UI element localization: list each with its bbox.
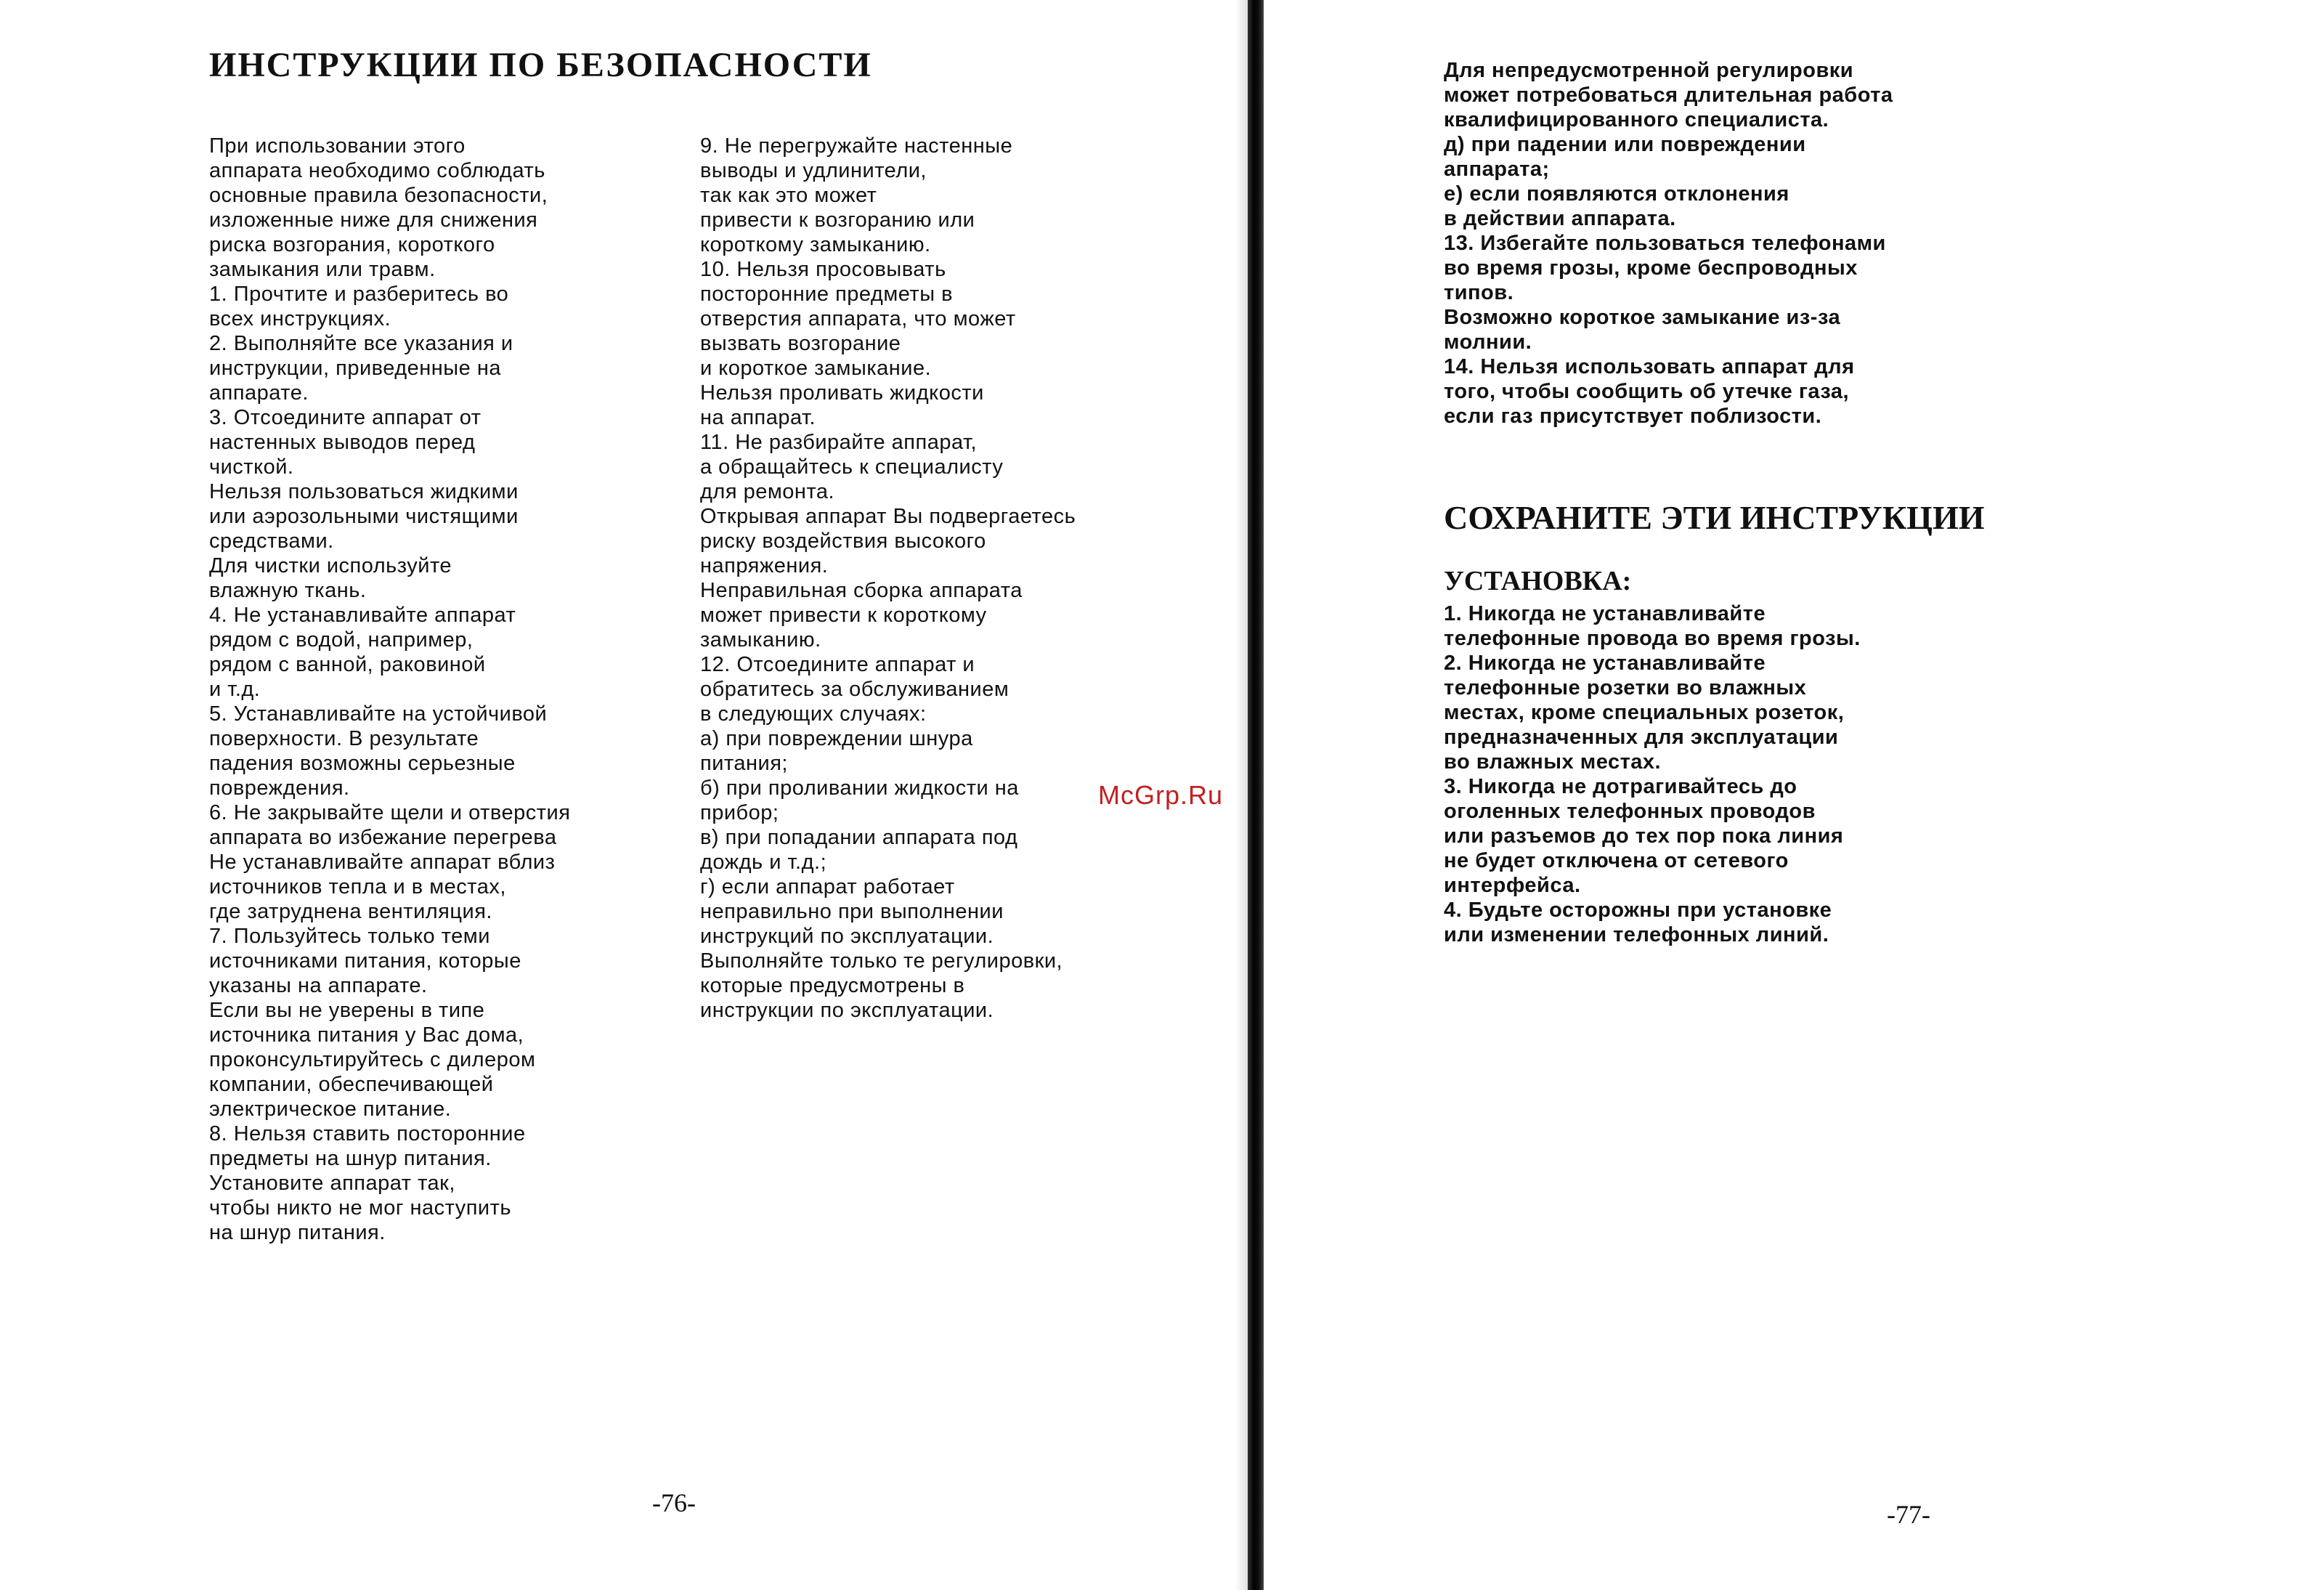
page-number-right: -77- — [1887, 1500, 1930, 1529]
watermark: McGrp.Ru — [1098, 780, 1224, 810]
installation-heading: УСТАНОВКА: — [1444, 566, 1632, 596]
safety-column-2: 9. Не перегружайте настенные выводы и удлинители, так как это может привести к возгоранию или короткому замыканию. 10. Нельзя просовывать посторонние предметы в отверстия аппарата, что может вызвать возгорание и короткое замыкание. Нельзя проливать жидкости на аппарат. 11. Не разбирайте аппарат, а обращайтесь к специалисту для ремонта. Открывая аппарат Вы подвергаетесь риску воздействия высокого напряжения. Неправильная сборка аппарата может привести к короткому замыканию. 12. Отсоедините аппарат и обратитесь за обслуживанием в следующих случаях: а) при повреждении шнура питания; б) при проливании жидкости на прибор; в) при попадании аппарата под дождь и т.д.; г) если аппарат работает неправильно при выполнении инструкций по эксплуатации. Выполняйте только те регулировки, которые предусмотрены в инструкции по эксплуатации. — [700, 134, 1076, 1022]
installation-text: 1. Никогда не устанавливайте телефонные провода во время грозы. 2. Никогда не устанавливайте телефонные розетки во влажных местах, кроме специальных розеток, предназначенных для эксплуатации во влажных местах. 3. Никогда не дотрагивайтесь до оголенных телефонных проводов или разъемов до тех пор пока линия не будет отключена от сетевого интерфейса. 4. Будьте осторожны при установке или изменении телефонных линий. — [1444, 602, 1861, 946]
gutter-shadow — [1235, 0, 1248, 1590]
page-title: ИНСТРУКЦИИ ПО БЕЗОПАСНОСТИ — [209, 46, 872, 84]
safety-continuation: Для непредусмотренной регулировки может потребоваться длительная работа квалифицированного специалиста. д) при падении или повреждении аппарата; е) если появляются отклонения в действии аппарата. 13. Избегайте пользоваться телефонами во время грозы, кроме беспроводных типов. Возможно короткое замыкание из-за молнии. 14. Нельзя использовать аппарат для того, чтобы сообщить об утечке газа, если газ присутствует поблизости. — [1444, 59, 1893, 428]
page-number-left: -76- — [652, 1488, 696, 1517]
book-gutter — [1248, 0, 1264, 1590]
safety-column-1: При использовании этого аппарата необходимо соблюдать основные правила безопасности, изложенные ниже для снижения риска возгорания, короткого замыкания или травм. 1. Прочтите и разберитесь во всех инструкциях. 2. Выполняйте все указания и инструкции, приведенные на аппарате. 3. Отсоедините аппарат от настенных выводов перед чисткой. Нельзя пользоваться жидкими или аэрозольными чистящими средствами. Для чистки используйте влажную ткань. 4. Не устанавливайте аппарат рядом с водой, например, рядом с ванной, раковиной и т.д. 5. Устанавливайте на устойчивой поверхности. В результате падения возможны серьезные повреждения. 6. Не закрывайте щели и отверстия аппарата во избежание перегрева Не устанавливайте аппарат вблиз источников тепла и в местах, где затруднена вентиляция. 7. Пользуйтесь только теми источниками питания, которые указаны на аппарате. Если вы не уверены в типе источника питания у Вас дома, проконсультируйтесь с дилером компании, обеспечивающей электрическое питание. 8. Нельзя ставить посторонние предметы на шнур питания. Установите аппарат так, чтобы никто не мог наступить на шнур питания. — [209, 134, 571, 1244]
save-instructions-heading: СОХРАНИТЕ ЭТИ ИНСТРУКЦИИ — [1444, 499, 1985, 536]
